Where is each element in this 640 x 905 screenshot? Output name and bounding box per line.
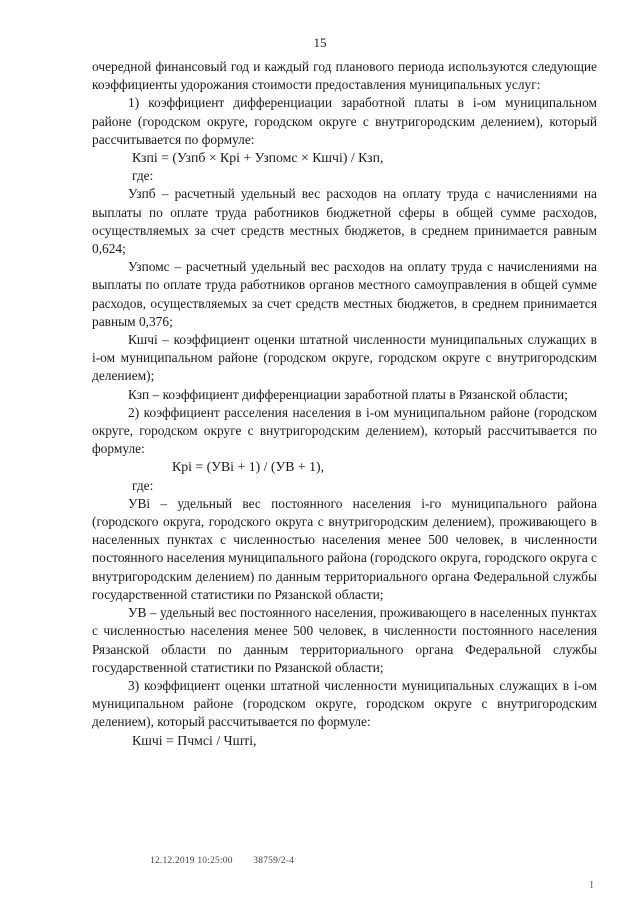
where-label-1: где: [132,168,154,184]
definition-uvi: УВi – удельный вес постоянного населения i-го муниципального района (городского округа, городского округа с внутригородским делением), проживающего в населенных пунктах с численностью населения менее 500 человек, в численности постоянного населения муниципального района (городского округа, городского округа с внутригородским делением) по данным территориального органа Федеральной службы государственной статистики по Рязанской области; [92,495,597,602]
definition-uv: УВ – удельный вес постоянного населения, проживающего в населенных пунктах с численностью населения менее 500 человек, в численности постоянного населения Рязанской области по данным территориального органа Федеральной службы государственной статистики по Рязанской области; [92,605,597,675]
paragraph-item-1: 1) коэффициент дифференциации заработной платы в i-ом муниципальном районе (городском округе, городском округе с внутригородским делением), который рассчитывается по формуле: [92,95,597,147]
definition-uzpoms: Узпомс – расчетный удельный вес расходов на оплату труда с начислениями на выплаты по оплате труда работников органов местного самоуправления в общей сумме расходов, осуществляемых за счет средств местных бюджетов, в среднем принимается равным 0,376; [92,259,597,329]
formula-kshch: Кшчi = Пчмсi / Чштi, [132,732,257,748]
corner-mark: I [590,880,594,891]
where-label-2: где: [132,477,154,493]
definition-uzpb: Узпб – расчетный удельный вес расходов на оплату труда с начислениями на выплаты по оплате труда работников бюджетной сферы в общей сумме расходов, осуществляемых за счет средств местных бюджетов, в среднем принимается равным 0,624; [92,186,597,257]
page-number: 15 [313,35,327,50]
footer-stamp [150,856,312,866]
document-body [92,58,597,750]
footer-doc-id: 38759/2-4 [253,856,295,866]
formula-kzp: Кзпi = (Узпб × Крi + Узпомс × Кшчi) / Кзп, [132,150,384,166]
definition-kzp: Кзп – коэффициент дифференциации заработной платы в Рязанской области; [128,386,568,402]
paragraph-intro: очередной финансовый год и каждый год планового периода используются следующие коэффициенты удорожания стоимости предоставления муниципальных услуг: [92,59,597,93]
paragraph-item-2: 2) коэффициент расселения населения в i-ом муниципальном районе (городском округе, городском округе с внутригородским делением), который рассчитывается по формуле: [92,404,597,457]
definition-kshch: Кшчi – коэффициент оценки штатной численности муниципальных служащих в i-ом муниципальном районе (городском округе, городском округе с внутригородским делением); [92,332,597,384]
formula-kr: Крi = (УВi + 1) / (УВ + 1), [172,459,325,475]
footer-timestamp: 12.12.2019 10:25:00 [150,856,233,866]
paragraph-item-3: 3) коэффициент оценки штатной численности муниципальных служащих в i-ом муниципальном районе (городском округе, городском округе с внутригородским делением), который рассчитывается по формуле: [92,677,597,730]
